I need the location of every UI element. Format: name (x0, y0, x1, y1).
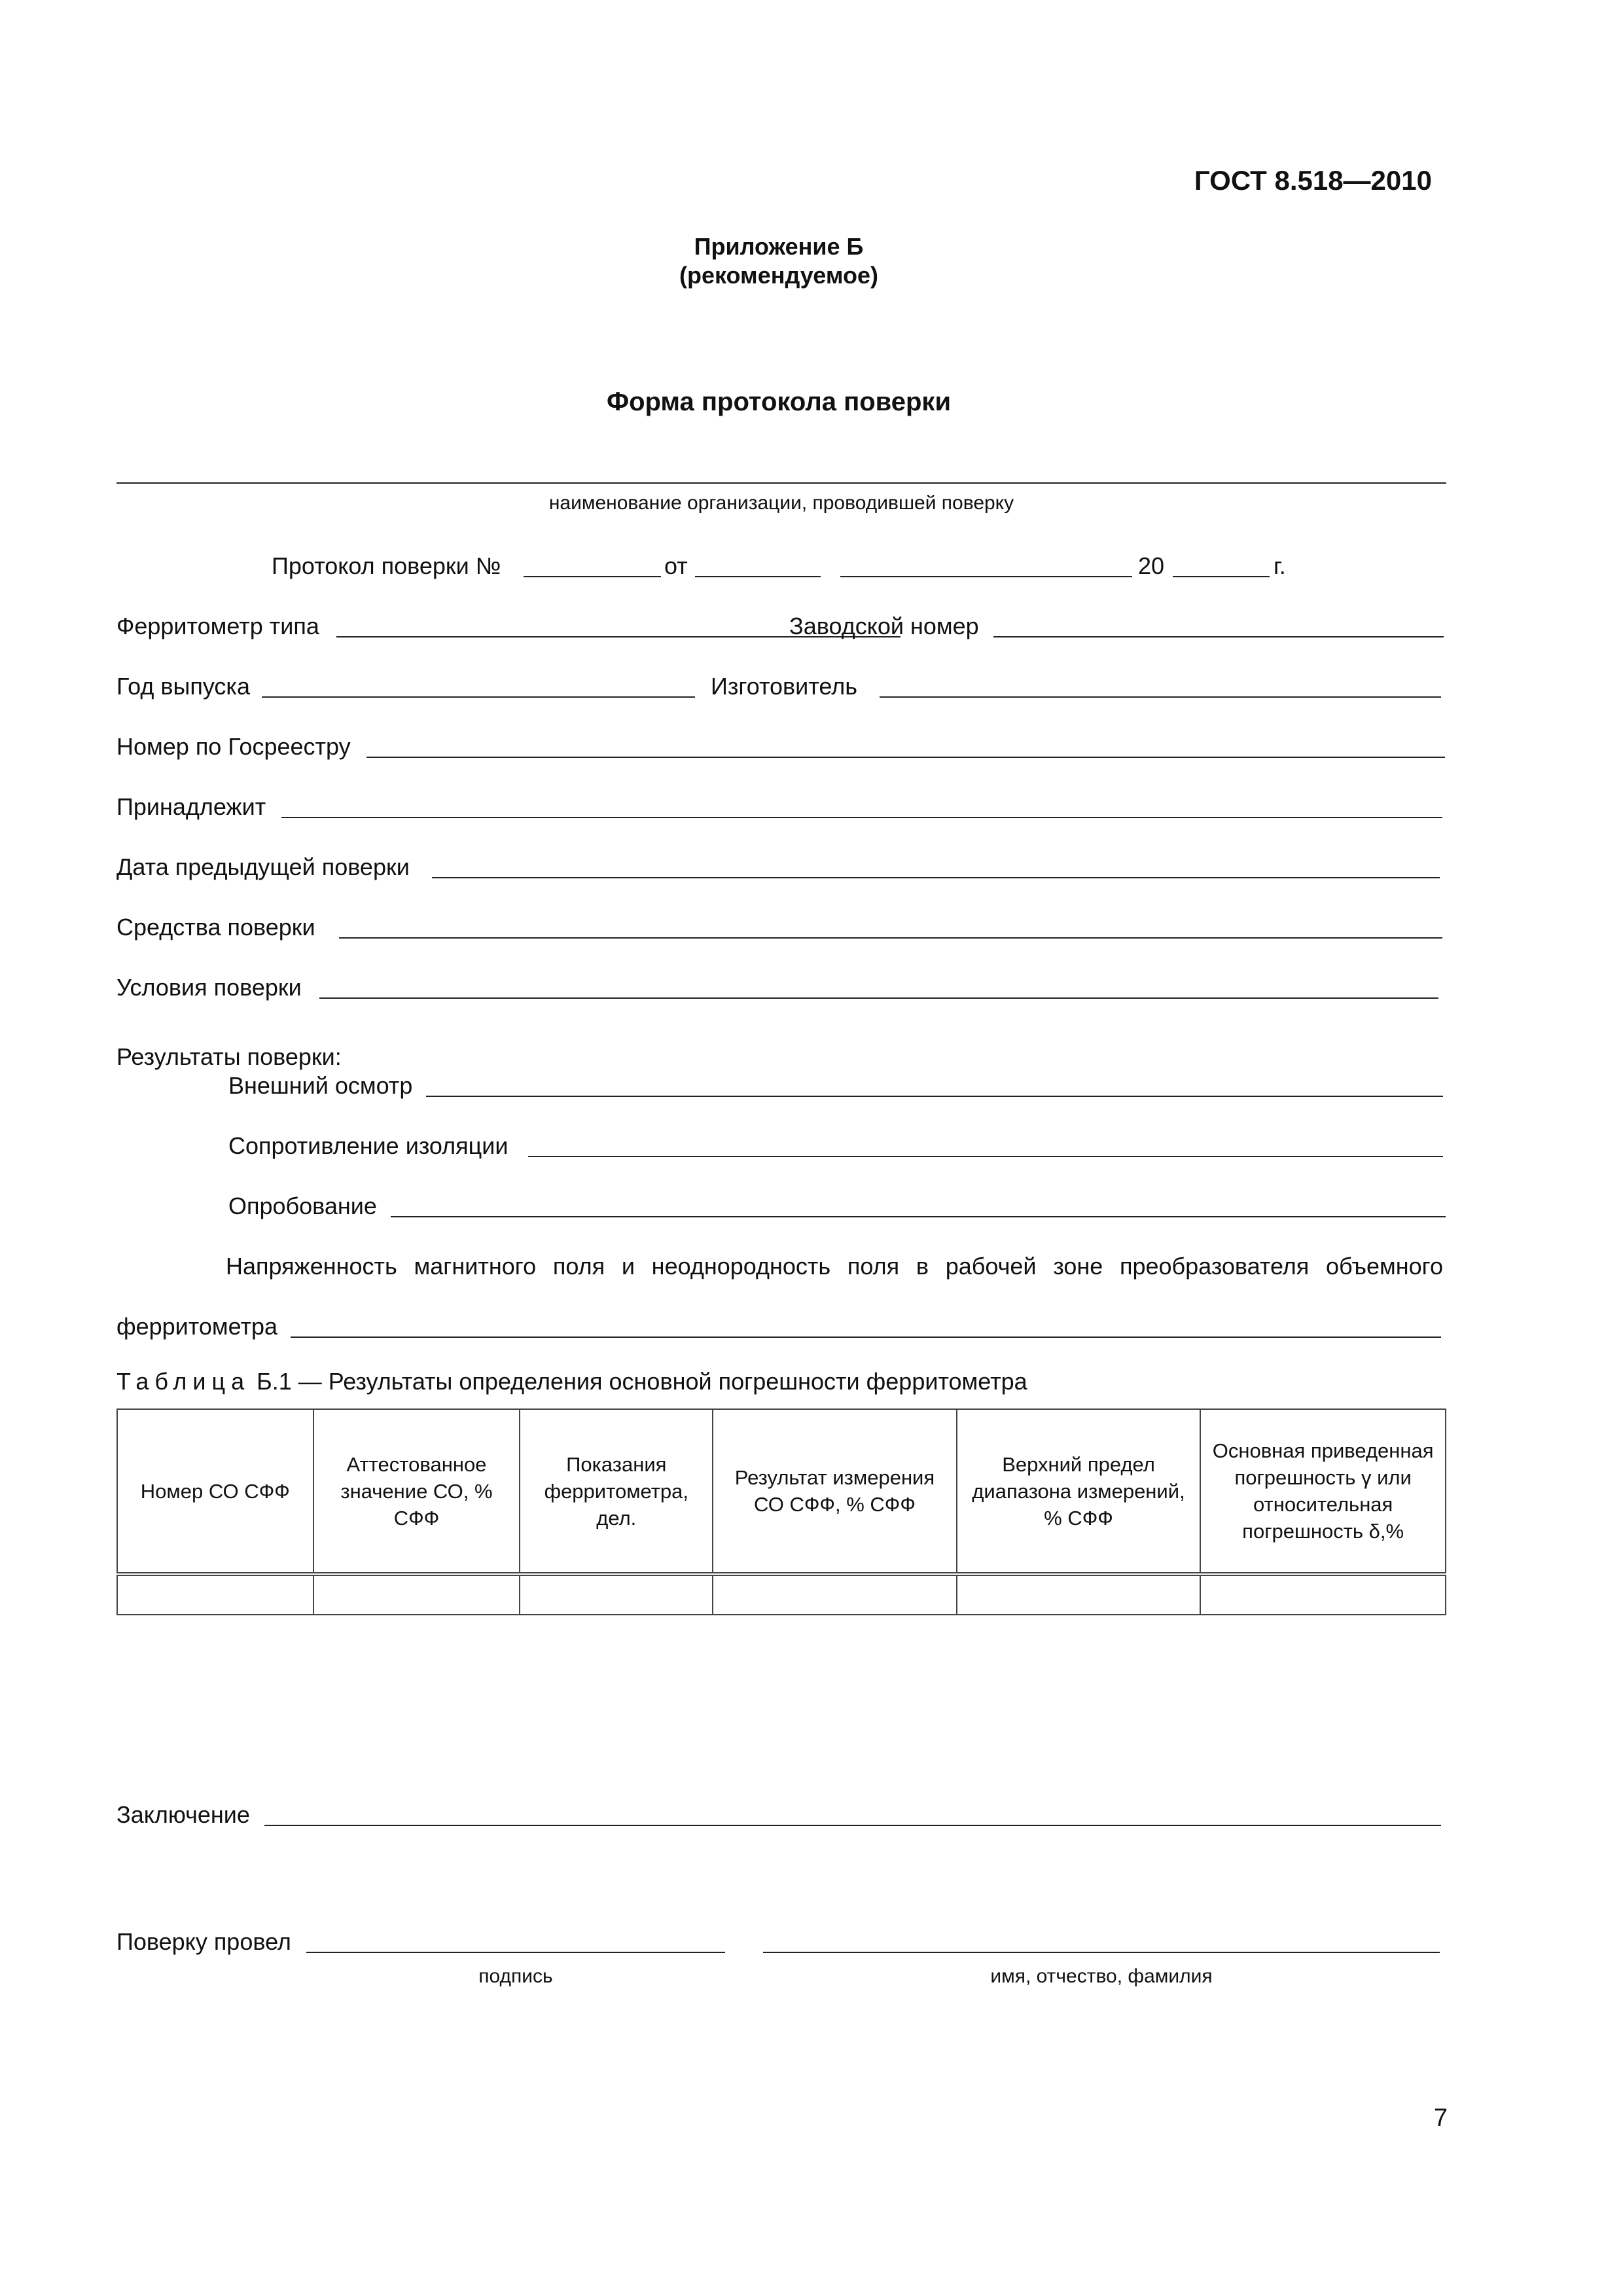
type-serial-row (116, 611, 1446, 641)
protocol-label: Протокол поверки № (272, 552, 501, 579)
year-field[interactable] (262, 696, 695, 698)
manufacturer-label: Изготовитель (711, 673, 857, 700)
results-table (116, 1408, 1446, 1615)
protocol-year-field[interactable] (1173, 576, 1270, 577)
full-name-field[interactable] (763, 1952, 1440, 1953)
registry-field[interactable] (366, 757, 1445, 758)
year-label: Год выпуска (116, 673, 250, 700)
serial-label: Заводской номер (789, 613, 979, 639)
table-caption-prefix: Таблица (116, 1368, 251, 1395)
signature-field[interactable] (306, 1952, 725, 1953)
conditions-row (116, 973, 1446, 1003)
verifier-row (116, 1927, 1446, 1957)
table-cell[interactable] (1200, 1574, 1446, 1615)
full-name-caption: имя, отчество, фамилия (990, 1965, 1213, 1987)
means-label: Средства поверки (116, 914, 315, 941)
protocol-line (0, 551, 1623, 581)
means-row (116, 912, 1446, 942)
table-caption-text: Б.1 — Результаты определения основной погрешности ферритометра (250, 1368, 1027, 1395)
header-cell-readings: Показания ферритометра, дел. (520, 1409, 713, 1574)
conclusion-field[interactable] (264, 1825, 1441, 1826)
ferritometer-label: ферритометра (116, 1313, 278, 1340)
owner-label: Принадлежит (116, 793, 266, 820)
manufacturer-field[interactable] (880, 696, 1441, 698)
table-header-row (117, 1409, 1446, 1574)
means-field[interactable] (339, 937, 1442, 939)
verifier-label: Поверку провел (116, 1928, 291, 1955)
organization-caption: наименование организации, проводившей поверку (548, 492, 1014, 514)
protocol-from-label: от (664, 552, 688, 579)
appendix-title: Приложение Б (694, 233, 864, 260)
insulation-row (228, 1131, 1446, 1161)
type-label: Ферритометр типа (116, 613, 319, 639)
table-cell[interactable] (520, 1574, 713, 1615)
protocol-number-field[interactable] (524, 576, 661, 577)
prev-date-row (116, 852, 1446, 882)
header-cell-error: Основная приведенная погрешность γ или относительная погрешность δ,% (1200, 1409, 1446, 1574)
appendix-status: (рекомендуемое) (679, 262, 878, 289)
testing-row (228, 1191, 1446, 1221)
header-cell-upper-limit: Верхний предел диапазона измерений, % СФФ (957, 1409, 1201, 1574)
year-manufacturer-row (116, 672, 1446, 702)
registry-label: Номер по Госреестру (116, 733, 351, 760)
year-prefix: 20 (1138, 552, 1165, 579)
conclusion-label: Заключение (116, 1801, 250, 1828)
table-cell[interactable] (117, 1574, 313, 1615)
page-number: 7 (1433, 2104, 1448, 2132)
testing-label: Опробование (228, 1193, 377, 1219)
table-cell[interactable] (313, 1574, 520, 1615)
registry-row (116, 732, 1446, 762)
table-cell[interactable] (957, 1574, 1201, 1615)
insulation-field[interactable] (528, 1156, 1443, 1157)
prev-date-field[interactable] (432, 877, 1440, 878)
prev-date-label: Дата предыдущей поверки (116, 853, 410, 880)
ferritometer-row (116, 1312, 1446, 1342)
header-cell-number: Номер СО СФФ (117, 1409, 313, 1574)
field-paragraph: Напряженность магнитного поля и неоднородность поля в рабочей зоне преобразователя объемного (226, 1253, 1443, 1280)
signature-caption: подпись (478, 1965, 553, 1987)
table-cell[interactable] (713, 1574, 957, 1615)
conclusion-row (116, 1800, 1446, 1830)
protocol-date-field[interactable] (695, 576, 821, 577)
external-field[interactable] (426, 1096, 1443, 1097)
conditions-field[interactable] (319, 997, 1438, 999)
table-caption (116, 1368, 1027, 1395)
organization-name-line[interactable] (116, 482, 1446, 484)
external-label: Внешний осмотр (228, 1072, 413, 1099)
results-heading-row (116, 1042, 640, 1072)
external-row (228, 1071, 1446, 1101)
serial-field[interactable] (993, 636, 1444, 637)
insulation-label: Сопротивление изоляции (228, 1132, 508, 1159)
results-heading: Результаты поверки: (116, 1043, 342, 1070)
year-suffix: г. (1274, 552, 1286, 579)
testing-field[interactable] (391, 1216, 1446, 1217)
owner-row (116, 792, 1446, 822)
conditions-label: Условия поверки (116, 974, 302, 1001)
document-id: ГОСТ 8.518—2010 (1194, 165, 1432, 196)
owner-field[interactable] (281, 817, 1442, 818)
header-cell-result: Результат измерения СО СФФ, % СФФ (713, 1409, 957, 1574)
table-row (117, 1574, 1446, 1615)
protocol-month-field[interactable] (840, 576, 1132, 577)
header-cell-certified: Аттестованное значение СО, % СФФ (313, 1409, 520, 1574)
ferritometer-field[interactable] (291, 1336, 1441, 1338)
form-title: Форма протокола поверки (606, 387, 952, 416)
